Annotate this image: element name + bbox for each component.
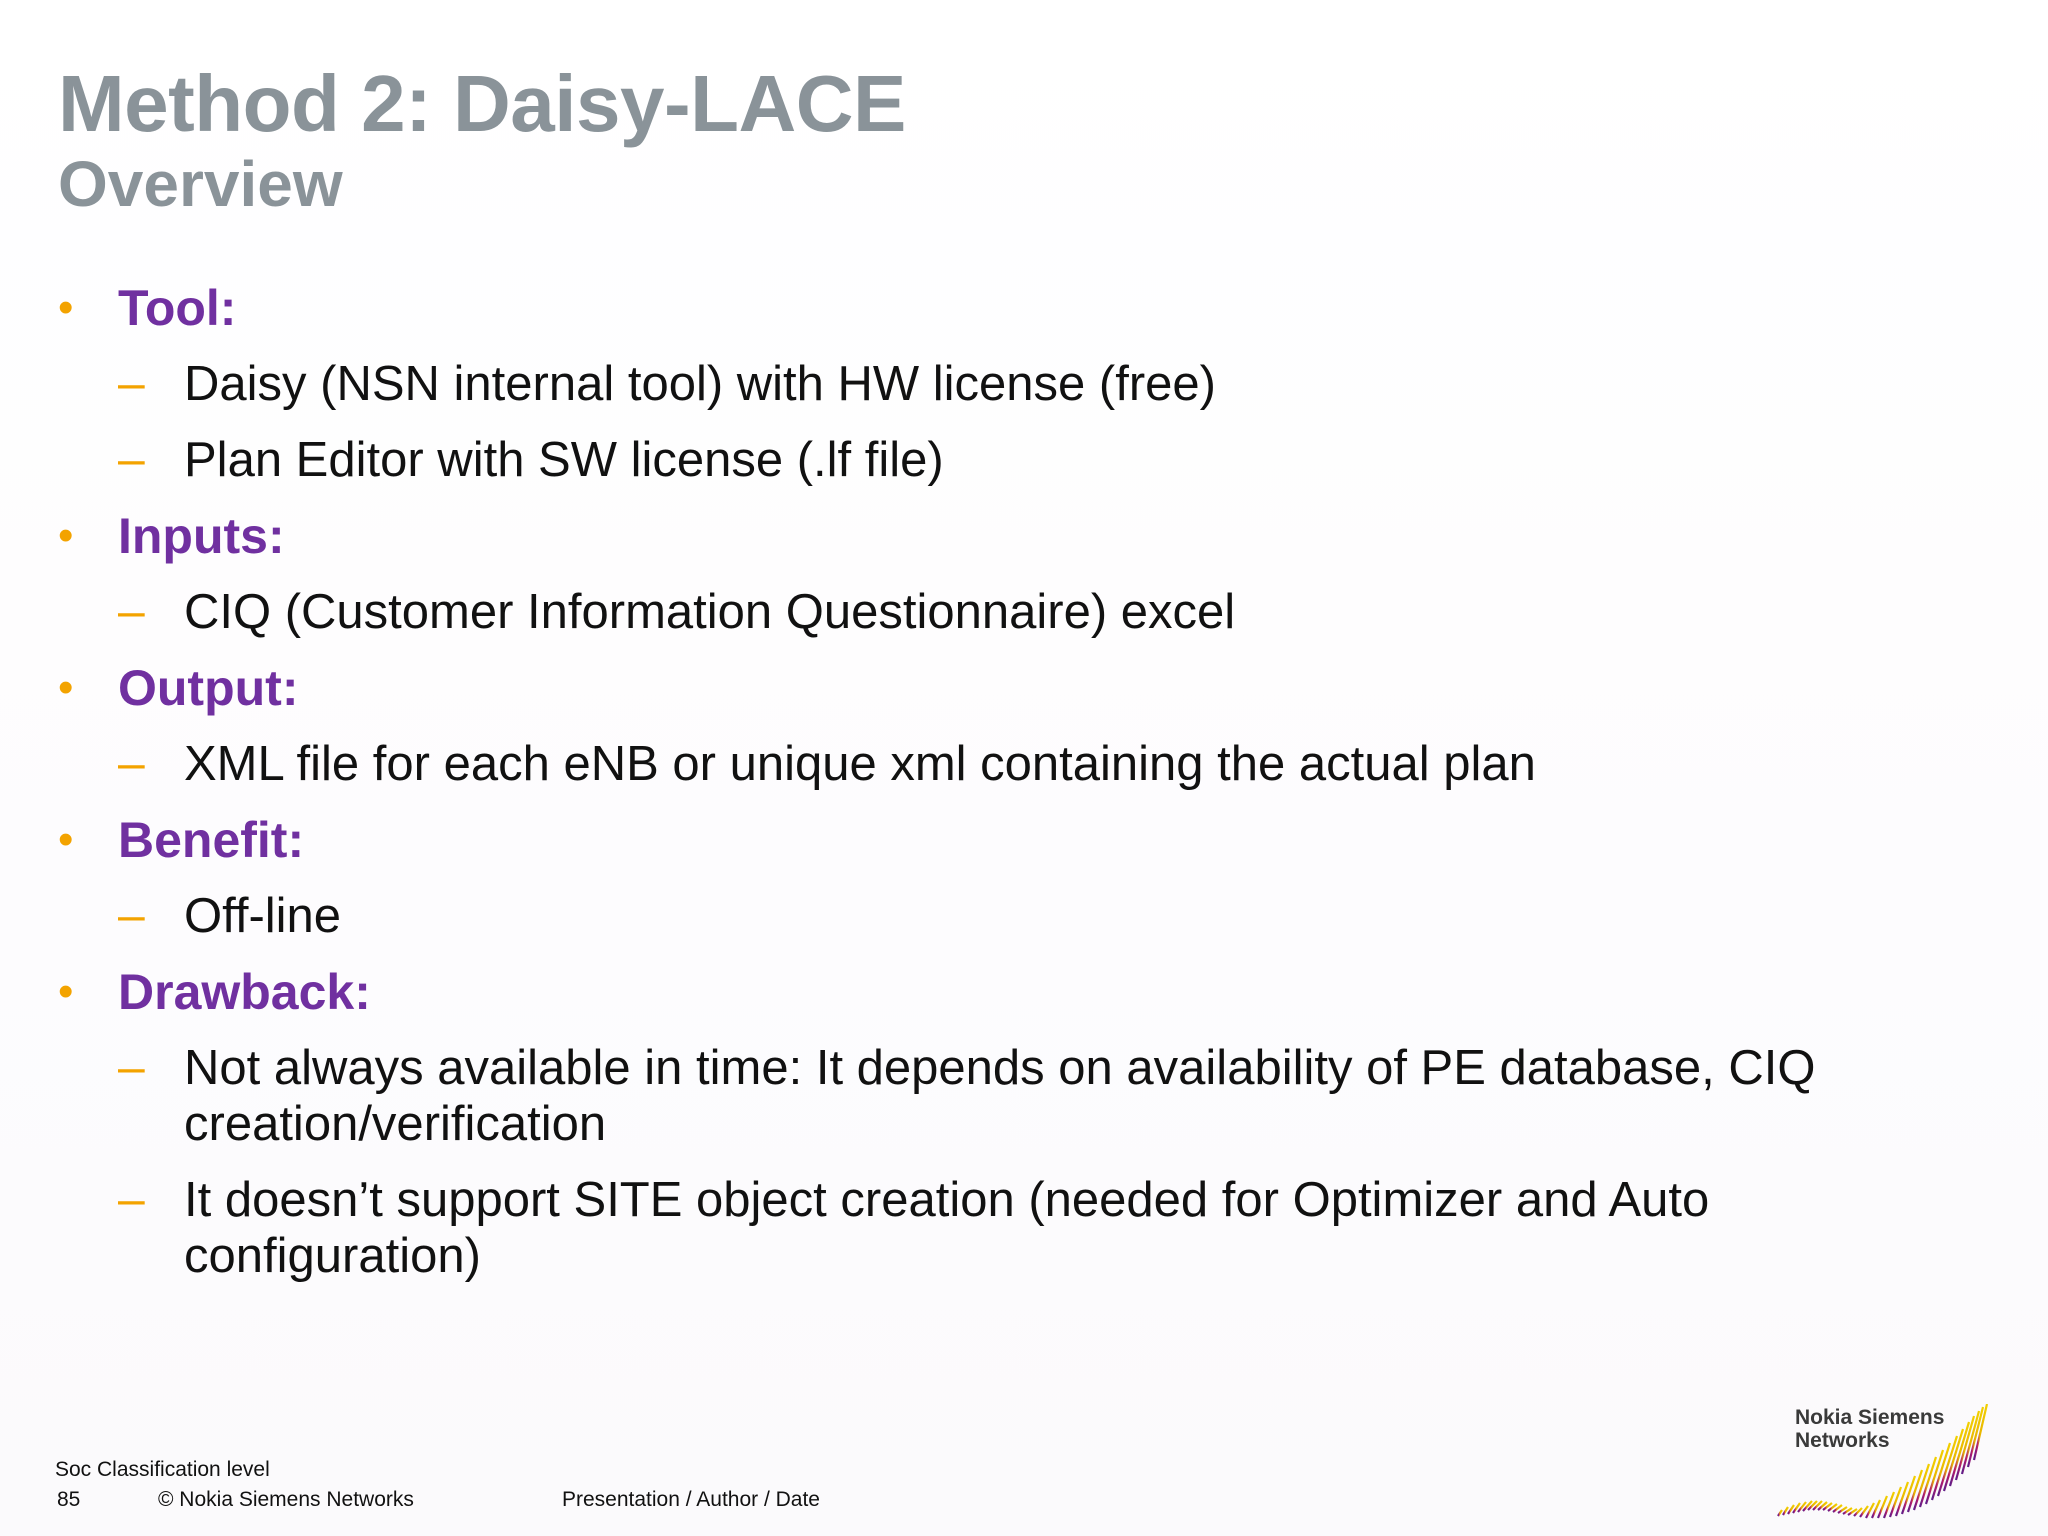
bullet-label: Benefit: [118, 812, 305, 868]
footer-copyright: © Nokia Siemens Networks [158, 1488, 414, 1511]
section-inputs [58, 498, 1958, 650]
section-tool [58, 270, 1958, 498]
sub-bullet-text: Daisy (NSN internal tool) with HW license (free) [184, 357, 1216, 411]
bullet-item [58, 270, 1958, 346]
sub-bullet-item [118, 574, 1958, 650]
sub-bullet-text: CIQ (Customer Information Questionnaire) excel [184, 585, 1236, 639]
sub-bullet-item [118, 726, 1958, 802]
bullet-label: Drawback: [118, 964, 371, 1020]
bullet-item [58, 954, 1958, 1030]
dash-icon: – [118, 357, 145, 410]
sub-bullet-text: Not always available in time: It depends on availability of PE database, CIQ creation/verification [184, 1041, 1816, 1151]
sub-bullet-text: Plan Editor with SW license (.lf file) [184, 433, 944, 487]
sub-bullet-text: XML file for each eNB or unique xml containing the actual plan [184, 737, 1536, 791]
dash-icon: – [118, 737, 145, 790]
dash-icon: – [118, 889, 145, 942]
sub-bullet-item [118, 1030, 1958, 1162]
bullet-dot-icon: • [58, 283, 74, 332]
logo-line1: Nokia Siemens [1795, 1406, 1945, 1429]
sub-bullet-text: Off-line [184, 889, 342, 943]
bullet-dot-icon: • [58, 663, 74, 712]
slide-subtitle: Overview [58, 148, 343, 220]
bullet-label: Tool: [118, 280, 237, 336]
bullet-dot-icon: • [58, 815, 74, 864]
section-benefit [58, 802, 1958, 954]
bullet-item [58, 650, 1958, 726]
bullet-item [58, 498, 1958, 574]
bullet-label: Output: [118, 660, 299, 716]
footer-classification: Soc Classification level [55, 1458, 270, 1481]
bullet-list [58, 270, 1958, 1294]
bullet-dot-icon: • [58, 511, 74, 560]
dash-icon: – [118, 1041, 145, 1094]
sub-bullet-item [118, 1162, 1958, 1294]
bullet-label: Inputs: [118, 508, 285, 564]
footer-page-number: 85 [57, 1488, 81, 1511]
section-drawback [58, 954, 1958, 1294]
bullet-item [58, 802, 1958, 878]
bullet-dot-icon: • [58, 967, 74, 1016]
logo-wordmark [1795, 1406, 1944, 1452]
dash-icon: – [118, 585, 145, 638]
footer-presentation: Presentation / Author / Date [562, 1488, 820, 1511]
slide-title: Method 2: Daisy-LACE [58, 59, 906, 148]
section-output [58, 650, 1958, 802]
sub-bullet-text: It doesn’t support SITE object creation (needed for Optimizer and Auto configuration) [184, 1173, 1710, 1283]
sub-bullet-item [118, 422, 1958, 498]
dash-icon: – [118, 433, 145, 486]
dash-icon: – [118, 1173, 145, 1226]
logo-line2: Networks [1795, 1429, 1890, 1452]
sub-bullet-item [118, 346, 1958, 422]
sub-bullet-item [118, 878, 1958, 954]
